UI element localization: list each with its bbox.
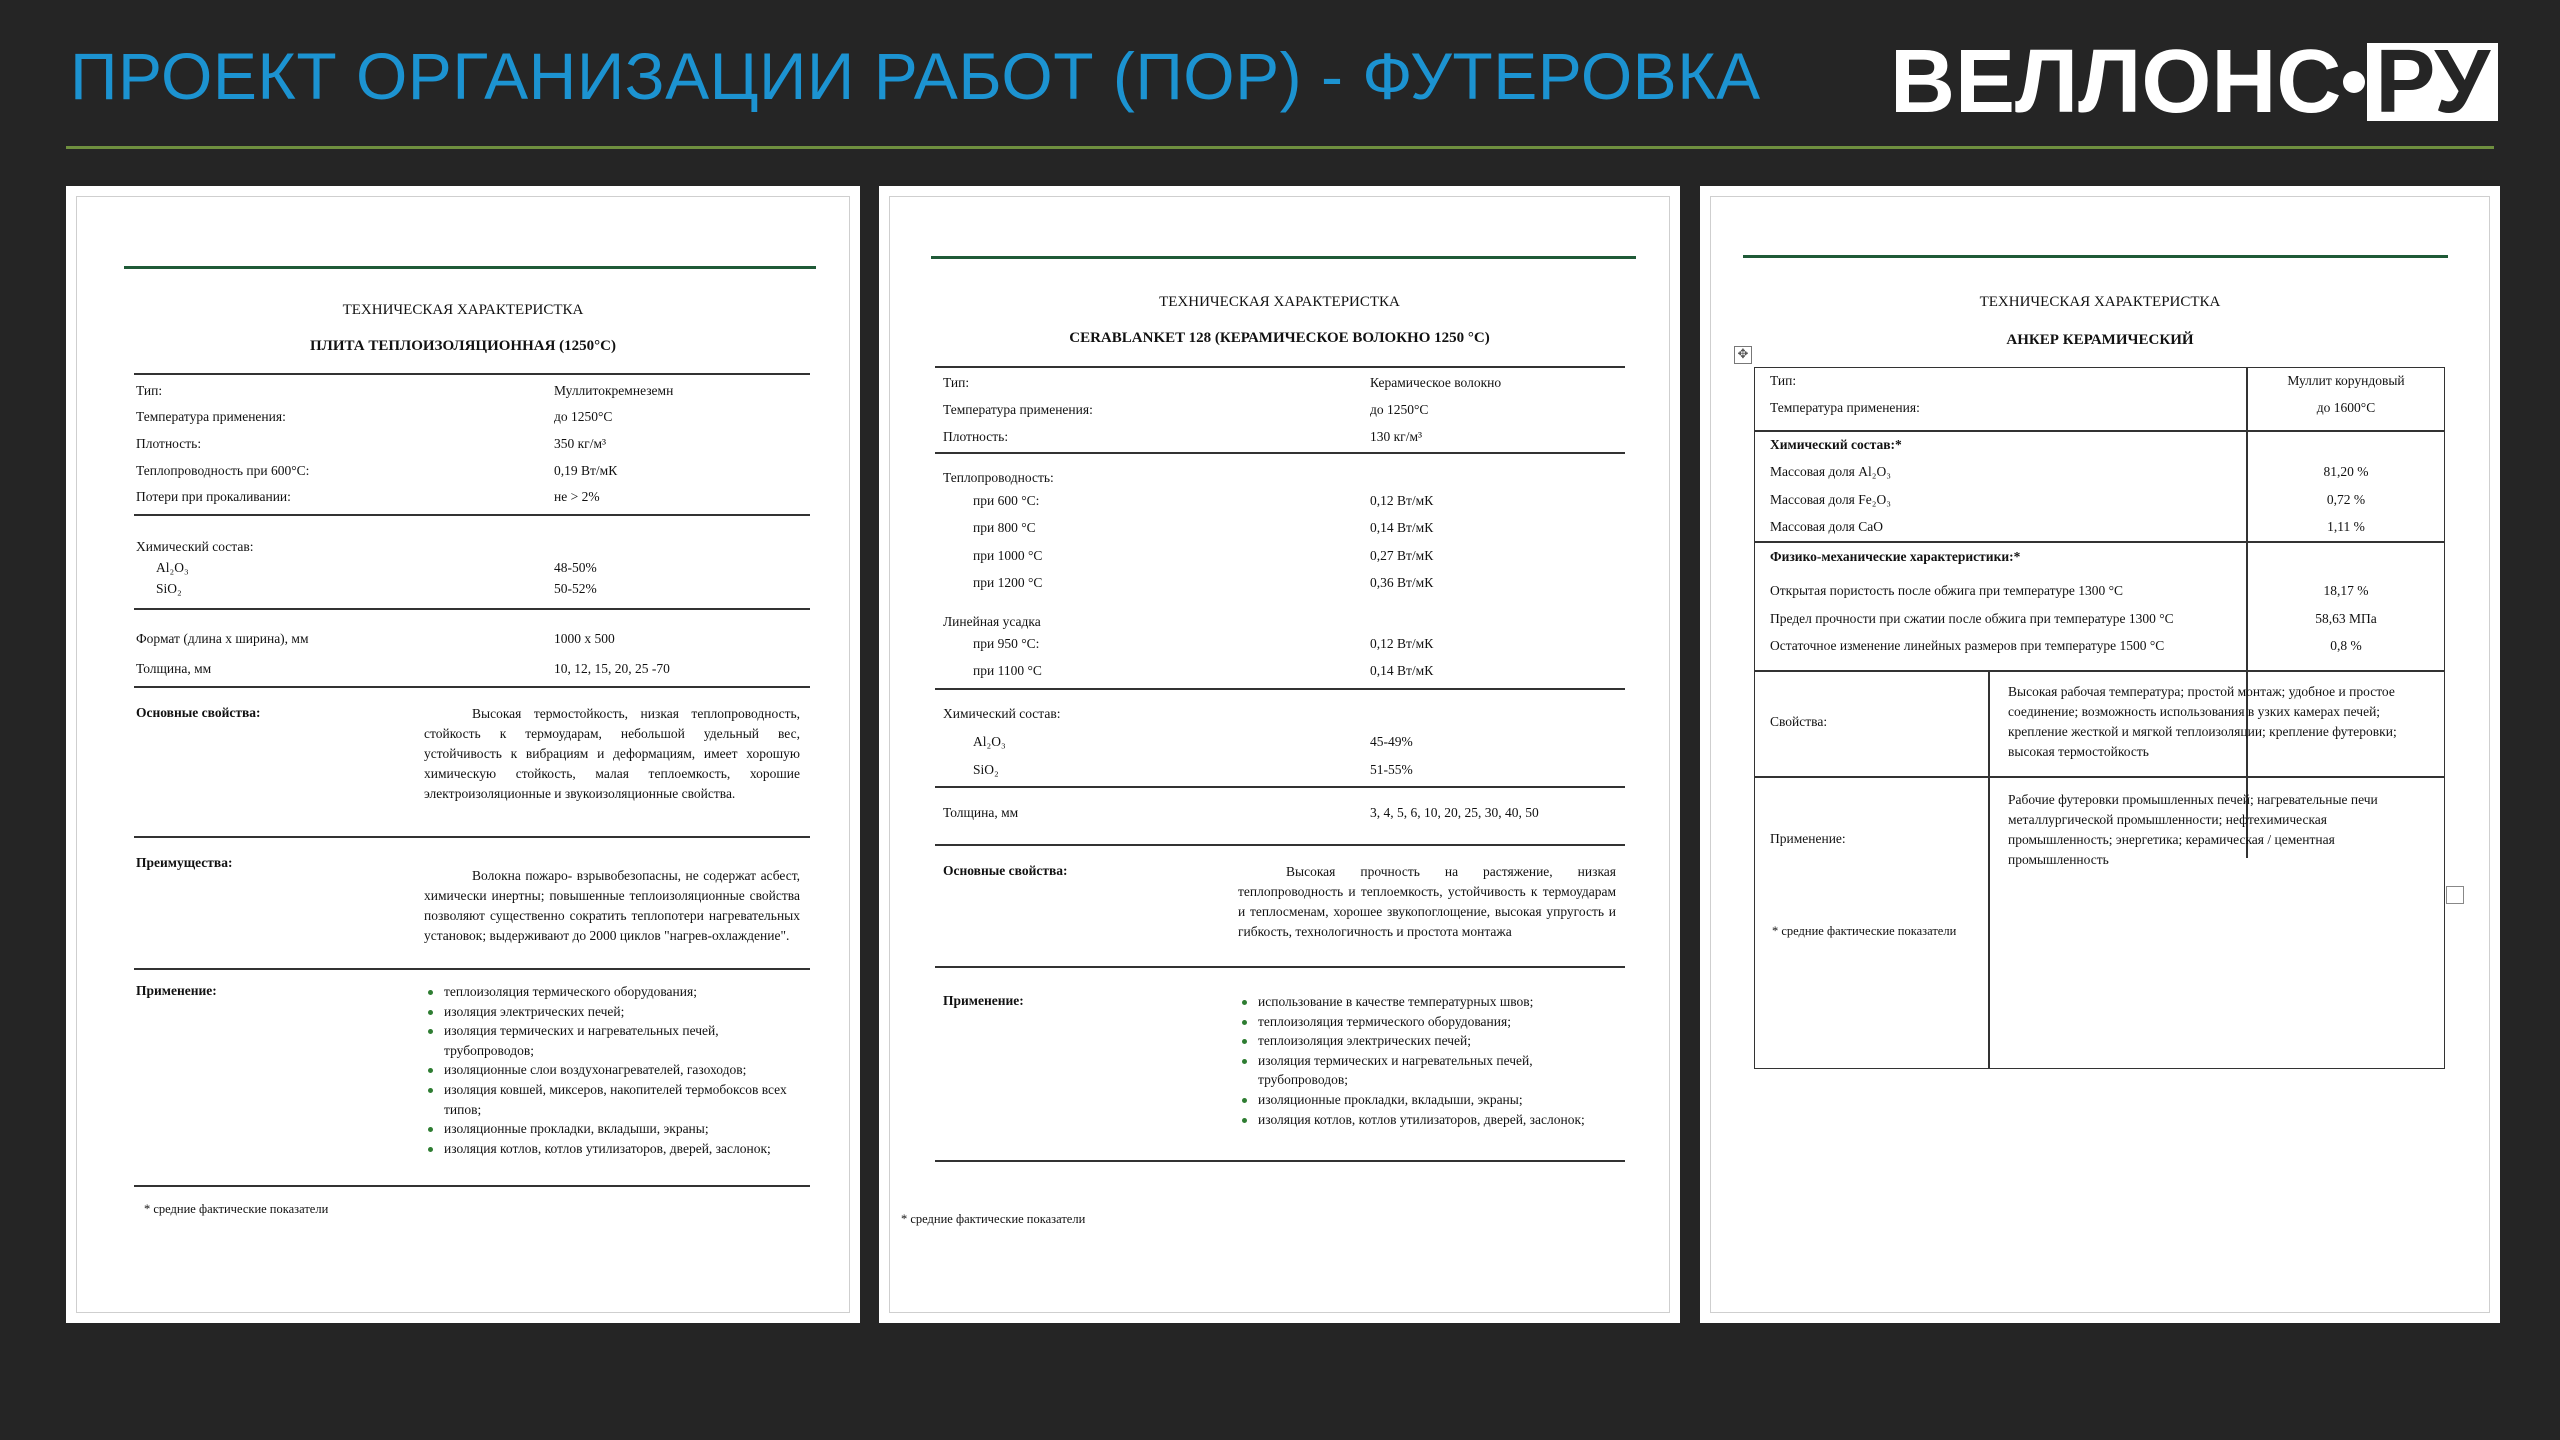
thickness-label: Толщина, мм: [943, 805, 1019, 820]
spec-label: Температура применения:: [943, 402, 1093, 417]
applications-text: Рабочие футеровки промышленных печей; нагревательные печи металлургической промышленности; нефтехимическая промышленность; энергетика; керамическая / цементная промышленность: [2008, 792, 2378, 867]
chem-value: 1,11 %: [2327, 519, 2365, 534]
format-label: Формат (длина х ширина), мм: [136, 631, 309, 646]
spec-label: Потери при прокаливании:: [136, 489, 291, 504]
table-col-divider: [1988, 670, 1990, 1069]
chem-label: SiO₂: [156, 581, 182, 596]
spec-value: Керамическое волокно: [1370, 375, 1502, 390]
table-rule: [134, 373, 810, 375]
chem-label: Al₂O₃: [156, 560, 189, 575]
applications-label: Применение:: [136, 983, 217, 998]
list-item: теплоизоляция термического оборудования;: [424, 982, 800, 1002]
footnote: * средние фактические показатели: [901, 1212, 1086, 1226]
table-row-divider: [1754, 541, 2445, 543]
list-item: теплоизоляция термического оборудования;: [1238, 1012, 1616, 1032]
props-label: Основные свойства:: [943, 863, 1068, 878]
table-rule: [134, 968, 810, 970]
spec-label: Плотность:: [136, 436, 202, 451]
thickness-label: Толщина, мм: [136, 661, 212, 676]
page-frame: [889, 196, 1670, 1313]
shrinkage-value: 0,14 Вт/мК: [1370, 663, 1434, 678]
doc-ceramic-anchor: [1700, 186, 2500, 1323]
chem-value: 51-55%: [1370, 762, 1413, 777]
chem-label: SiO₂: [973, 762, 999, 777]
footnote: * средние фактические показатели: [144, 1202, 329, 1216]
spec-value: 0,19 Вт/мК: [554, 463, 618, 478]
props-text: Высокая термостойкость, низкая теплопроводность, стойкость к термоударам, небольшой удельный вес, устойчивость к вибрациям и деформациям, имеет хорошую химическую стойкость, малая теплоемкость, хорошие электроизоляционные и звукоизоляционные свойства.: [424, 706, 800, 801]
table-rule: [935, 452, 1625, 454]
shrinkage-value: 0,12 Вт/мК: [1370, 636, 1434, 651]
table-row-divider: [1754, 776, 2445, 778]
table-rule: [134, 1185, 810, 1187]
thickness-value: 3, 4, 5, 6, 10, 20, 25, 30, 40, 50: [1370, 805, 1539, 820]
props-label: Основные свойства:: [136, 705, 261, 720]
table-row-divider: [1754, 430, 2445, 432]
product-title: АНКЕР КЕРАМИЧЕСКИЙ: [2006, 332, 2194, 348]
table-resize-icon[interactable]: [2446, 886, 2464, 904]
list-item: изоляционные прокладки, вкладыши, экраны;: [1238, 1090, 1616, 1110]
phys-title: Физико-механические характеристики:*: [1770, 549, 2021, 564]
table-rule: [935, 366, 1625, 368]
shrinkage-title: Линейная усадка: [943, 614, 1041, 629]
list-item: изоляционные слои воздухонагревателей, газоходов;: [424, 1060, 800, 1080]
props-text: Высокая прочность на растяжение, низкая теплопроводность и теплоемкость, устойчивость к термоударам и теплосменам, хорошее звукопоглощение, высокая упругость и гибкость, технологичность и простота монтажа: [1238, 864, 1616, 939]
phys-value: 18,17 %: [2323, 583, 2369, 598]
spec-label: Плотность:: [943, 429, 1009, 444]
logo-dot-icon: [2343, 71, 2365, 93]
spec-value: 350 кг/м³: [554, 436, 607, 451]
chem-value: 81,20 %: [2323, 464, 2369, 479]
chem-label: Массовая доля CaO: [1770, 519, 1884, 534]
spec-label: Тип:: [136, 383, 163, 398]
conductivity-value: 0,36 Вт/мК: [1370, 575, 1434, 590]
spec-label: Тип:: [943, 375, 970, 390]
list-item: изоляционные прокладки, вкладыши, экраны;: [424, 1119, 800, 1139]
spec-value: не > 2%: [554, 489, 600, 504]
table-rule: [935, 688, 1625, 690]
list-item: теплоизоляция электрических печей;: [1238, 1031, 1616, 1051]
spec-label: Теплопроводность при 600°С:: [136, 463, 310, 478]
phys-label: Открытая пористость после обжига при температуре 1300 °С: [1770, 583, 2123, 598]
spec-label: Температура применения:: [1770, 400, 1920, 415]
props-text: Высокая рабочая температура; простой монтаж; удобное и простое соединение; возможность использования в узких камерах печей; крепление жесткой и мягкой теплоизоляции; крепление футеровки; высокая термостойкость: [2008, 684, 2397, 759]
chem-title: Химический состав:*: [1770, 437, 1902, 452]
phys-value: 0,8 %: [2330, 638, 2362, 653]
list-item: изоляция котлов, котлов утилизаторов, дверей, заслонок;: [1238, 1110, 1616, 1130]
footnote: * средние фактические показатели: [1772, 924, 1957, 938]
doc-top-rule: [124, 266, 816, 269]
conductivity-title: Теплопроводность:: [943, 470, 1054, 485]
spec-label: Тип:: [1770, 373, 1797, 388]
chem-label: Массовая доля Fe₂O₃: [1770, 492, 1891, 507]
table-rule: [134, 608, 810, 610]
logo-domain: РУ: [2367, 43, 2498, 121]
chem-label: Массовая доля Al₂O₃: [1770, 464, 1891, 479]
spec-value: до 1250°С: [554, 409, 613, 424]
table-rule: [935, 844, 1625, 846]
applications-label: Применение:: [943, 993, 1024, 1008]
table-rule: [134, 836, 810, 838]
spec-label: Температура применения:: [136, 409, 286, 424]
conductivity-label: при 800 °С: [973, 520, 1036, 535]
phys-value: 58,63 МПа: [2315, 611, 2377, 626]
list-item: использование в качестве температурных швов;: [1238, 992, 1616, 1012]
list-item: изоляция котлов, котлов утилизаторов, дверей, заслонок;: [424, 1139, 800, 1159]
conductivity-label: при 1000 °С: [973, 548, 1043, 563]
applications-list: [1238, 992, 1616, 1129]
shrinkage-label: при 1100 °С: [973, 663, 1042, 678]
spec-value: 130 кг/м³: [1370, 429, 1423, 444]
chem-label: Al₂O₃: [973, 734, 1006, 749]
slide-title: ПРОЕКТ ОРГАНИЗАЦИИ РАБОТ (ПОР) - ФУТЕРОВКА: [70, 39, 1761, 113]
advantages-text: Волокна пожаро- взрывобезопасны, не содержат асбест, химически инертны; повышенные теплоизоляционные свойства позволяют существенно сократить теплопотери нагревательных установок; выдерживают до 2000 циклов "нагрев-охлаждение".: [424, 868, 800, 943]
product-title: CERABLANKET 128 (КЕРАМИЧЕСКОЕ ВОЛОКНО 1250 °С): [1069, 330, 1490, 346]
shrinkage-label: при 950 °С:: [973, 636, 1040, 651]
conductivity-value: 0,12 Вт/мК: [1370, 493, 1434, 508]
applications-list: [424, 982, 800, 1158]
header-divider: [66, 146, 2494, 149]
spec-value: Муллит корундовый: [2287, 373, 2405, 388]
applications-label: Применение:: [1770, 831, 1846, 846]
phys-label: Предел прочности при сжатии после обжига при температуре 1300 °С: [1770, 611, 2174, 626]
table-rule: [935, 786, 1625, 788]
doc-ceramic-fiber: [879, 186, 1680, 1323]
chem-title: Химический состав:: [136, 539, 254, 554]
advantages-label: Преимущества:: [136, 855, 233, 870]
format-value: 1000 х 500: [554, 631, 615, 646]
table-rule: [935, 1160, 1625, 1162]
product-title: ПЛИТА ТЕПЛОИЗОЛЯЦИОННАЯ (1250°С): [310, 338, 616, 354]
spec-value: до 1600°С: [2316, 400, 2376, 415]
company-logo[interactable]: [1890, 32, 2498, 132]
list-item: изоляция термических и нагревательных печей, трубопроводов;: [1238, 1051, 1616, 1090]
list-item: изоляция ковшей, миксеров, накопителей термобоксов всех типов;: [424, 1080, 800, 1119]
phys-label: Остаточное изменение линейных размеров при температуре 1500 °С: [1770, 638, 2165, 653]
list-item: изоляция термических и нагревательных печей, трубопроводов;: [424, 1021, 800, 1060]
table-rule: [935, 966, 1625, 968]
table-move-icon[interactable]: ✥: [1734, 346, 1752, 364]
doc-top-rule: [931, 256, 1636, 259]
doc-heading: ТЕХНИЧЕСКАЯ ХАРАКТЕРИСТКА: [1979, 294, 2221, 310]
spec-value: Муллитокремнеземн: [554, 383, 674, 398]
table-row-divider: [1754, 670, 2445, 672]
chem-value: 0,72 %: [2326, 492, 2366, 507]
conductivity-value: 0,14 Вт/мК: [1370, 520, 1434, 535]
chem-value: 50-52%: [554, 581, 597, 596]
props-label: Свойства:: [1770, 714, 1828, 729]
conductivity-label: при 600 °С:: [973, 493, 1040, 508]
list-item: изоляция электрических печей;: [424, 1002, 800, 1022]
conductivity-label: при 1200 °С: [973, 575, 1043, 590]
doc-top-rule: [1743, 255, 2448, 258]
chem-title: Химический состав:: [943, 706, 1061, 721]
thickness-value: 10, 12, 15, 20, 25 -70: [554, 661, 670, 676]
conductivity-value: 0,27 Вт/мК: [1370, 548, 1434, 563]
table-rule: [134, 514, 810, 516]
doc-insulation-board: [66, 186, 860, 1323]
doc-heading: ТЕХНИЧЕСКАЯ ХАРАКТЕРИСТКА: [342, 302, 584, 318]
table-rule: [134, 686, 810, 688]
spec-value: до 1250°С: [1370, 402, 1429, 417]
chem-value: 45-49%: [1370, 734, 1413, 749]
doc-heading: ТЕХНИЧЕСКАЯ ХАРАКТЕРИСТКА: [1159, 294, 1400, 310]
chem-value: 48-50%: [554, 560, 597, 575]
logo-text: ВЕЛЛОНС: [1890, 32, 2342, 132]
